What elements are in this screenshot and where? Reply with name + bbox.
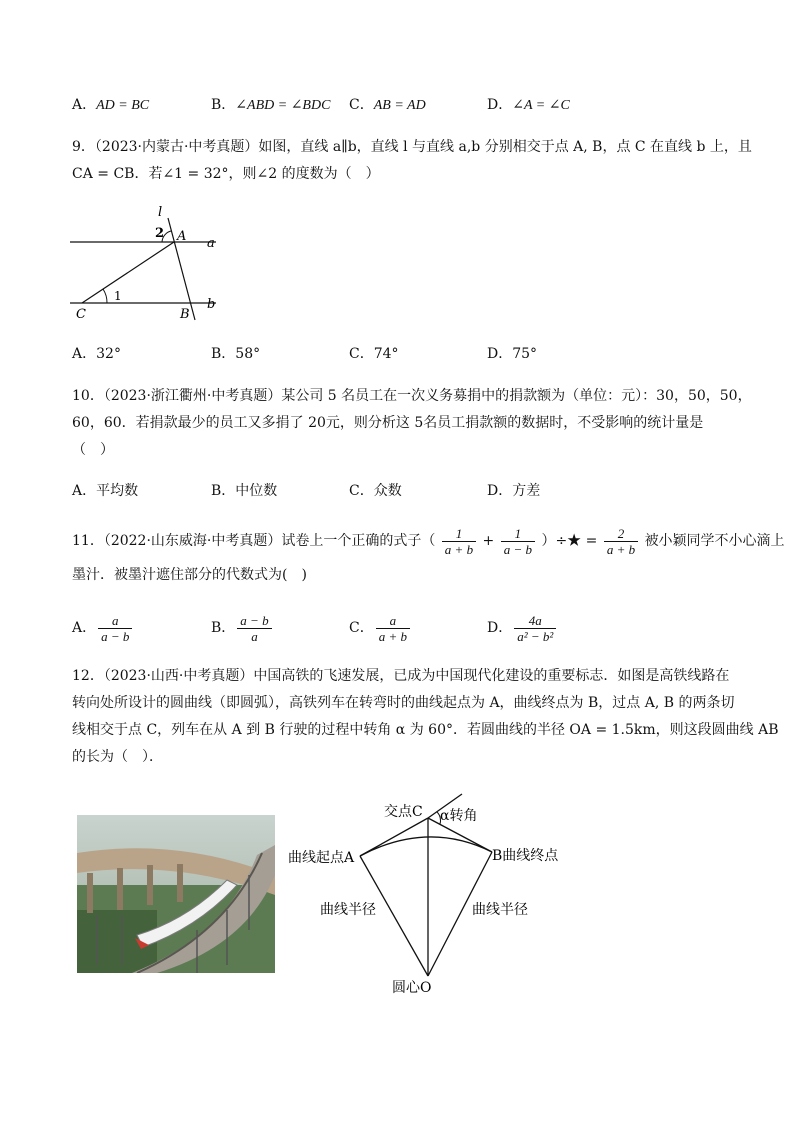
- q11-fraction-3: $\frac{2}{a + b}$: [604, 526, 638, 557]
- label-radius-left: 曲线半径: [320, 902, 376, 918]
- q10-stem-line3: （ ）: [72, 442, 114, 458]
- arc-ab: [360, 837, 492, 856]
- q11-option-c[interactable]: C． $\frac{a}{a + b}$: [349, 608, 412, 648]
- q11-option-a-fraction: $\frac{a}{a - b}$: [98, 613, 132, 644]
- q11-stem-line2: 墨汁．被墨汁遮住部分的代数式为( ): [72, 567, 307, 583]
- q12-stem-line2: 转向处所设计的圆曲线（即圆弧），高铁列车在转弯时的曲线起点为 A，曲线终点为 B，过点 A, B 的两条切: [72, 695, 735, 711]
- angle-1-arc: [103, 289, 107, 303]
- label-radius-right: 曲线半径: [472, 902, 528, 918]
- q11-stem-line1: 11．（2022·山东威海·中考真题）试卷上一个正确的式子（ $\frac{1}{a + b}$ + $\frac{1}{a - b}$ ）÷★ = $\frac{2}{a + b}$ 被小颖同学不小心滴上: [72, 525, 785, 557]
- q8-option-d[interactable]: D．∠A = ∠C: [487, 97, 570, 113]
- label-l: l: [158, 205, 163, 220]
- q12-stem-line3: 线相交于点 C，列车在从 A 到 B 行驶的过程中转角 α 为 60°．若圆曲线的半径 OA = 1.5km，则这段圆曲线 AB: [72, 722, 779, 738]
- q10-option-a[interactable]: A．平均数: [72, 483, 139, 499]
- q11-fraction-1: $\frac{1}{a + b}$: [442, 526, 476, 557]
- q11-option-c-fraction: $\frac{a}{a + b}$: [376, 613, 410, 644]
- label-A: A: [177, 229, 187, 244]
- label-1: 1: [114, 289, 122, 303]
- q12-stem-line4: 的长为（ ）．: [72, 749, 163, 765]
- q8-option-c[interactable]: C．AB = AD: [349, 97, 426, 113]
- q9-option-d[interactable]: D．75°: [487, 346, 538, 362]
- label-2: 2: [155, 226, 165, 241]
- q9-option-a[interactable]: A．32°: [72, 346, 121, 362]
- q10-option-c[interactable]: C．众数: [349, 483, 402, 499]
- q9-option-c[interactable]: C．74°: [349, 346, 399, 362]
- q12-curve-diagram: [280, 790, 590, 1000]
- q11-option-b[interactable]: B． $\frac{a - b}{a}$: [211, 608, 274, 648]
- label-end-b: B曲线终点: [492, 848, 559, 864]
- q9-stem-line2: CA = CB．若∠1 = 32°，则∠2 的度数为（ ）: [72, 166, 380, 182]
- q10-option-d[interactable]: D．方差: [487, 483, 541, 499]
- q12-stem-line1: 12．（2023·山西·中考真题）中国高铁的飞速发展，已成为中国现代化建设的重要标志．如图是高铁线路在: [72, 668, 730, 684]
- label-center-o: 圆心O: [392, 980, 432, 996]
- label-C: C: [76, 307, 86, 322]
- label-turn-angle: α转角: [440, 808, 478, 824]
- segment-ca: [82, 242, 174, 303]
- q10-option-b[interactable]: B．中位数: [211, 483, 278, 499]
- label-b: b: [207, 297, 216, 312]
- q8-option-a[interactable]: A．AD = BC: [72, 97, 150, 113]
- label-B: B: [180, 307, 190, 322]
- q11-option-b-fraction: $\frac{a - b}{a}$: [237, 613, 271, 644]
- q11-option-d[interactable]: D． $\frac{4a}{\text{a² − b²}}$: [487, 608, 558, 648]
- q11-fraction-2: $\frac{1}{a - b}$: [501, 526, 535, 557]
- q9-figure: [60, 200, 230, 325]
- q10-stem-line2: 60，60．若捐款最少的员工又多捐了 20元，则分析这 5名员工捐款额的数据时，不受影响的统计量是: [72, 415, 704, 431]
- q10-stem-line1: 10．（2023·浙江衢州·中考真题）某公司 5 名员工在一次义务募捐中的捐款额为（单位：元）：30，50，50，: [72, 388, 752, 404]
- q9-stem-line1: 9．（2023·内蒙古·中考真题）如图，直线 a∥b，直线 l 与直线 a,b 分别相交于点 A, B，点 C 在直线 b 上，且: [72, 139, 752, 155]
- train-photo: [77, 815, 275, 973]
- q11-option-d-fraction: $\frac{4a}{\text{a² − b²}}$: [514, 613, 556, 644]
- label-a: a: [207, 236, 215, 251]
- label-start-a: 曲线起点A: [288, 850, 355, 866]
- q8-option-b[interactable]: B．∠ABD = ∠BDC: [211, 97, 331, 113]
- label-intersection-c: 交点C: [384, 804, 423, 820]
- q11-option-a[interactable]: A． $\frac{a}{a - b}$: [72, 608, 134, 648]
- q9-option-b[interactable]: B．58°: [211, 346, 261, 362]
